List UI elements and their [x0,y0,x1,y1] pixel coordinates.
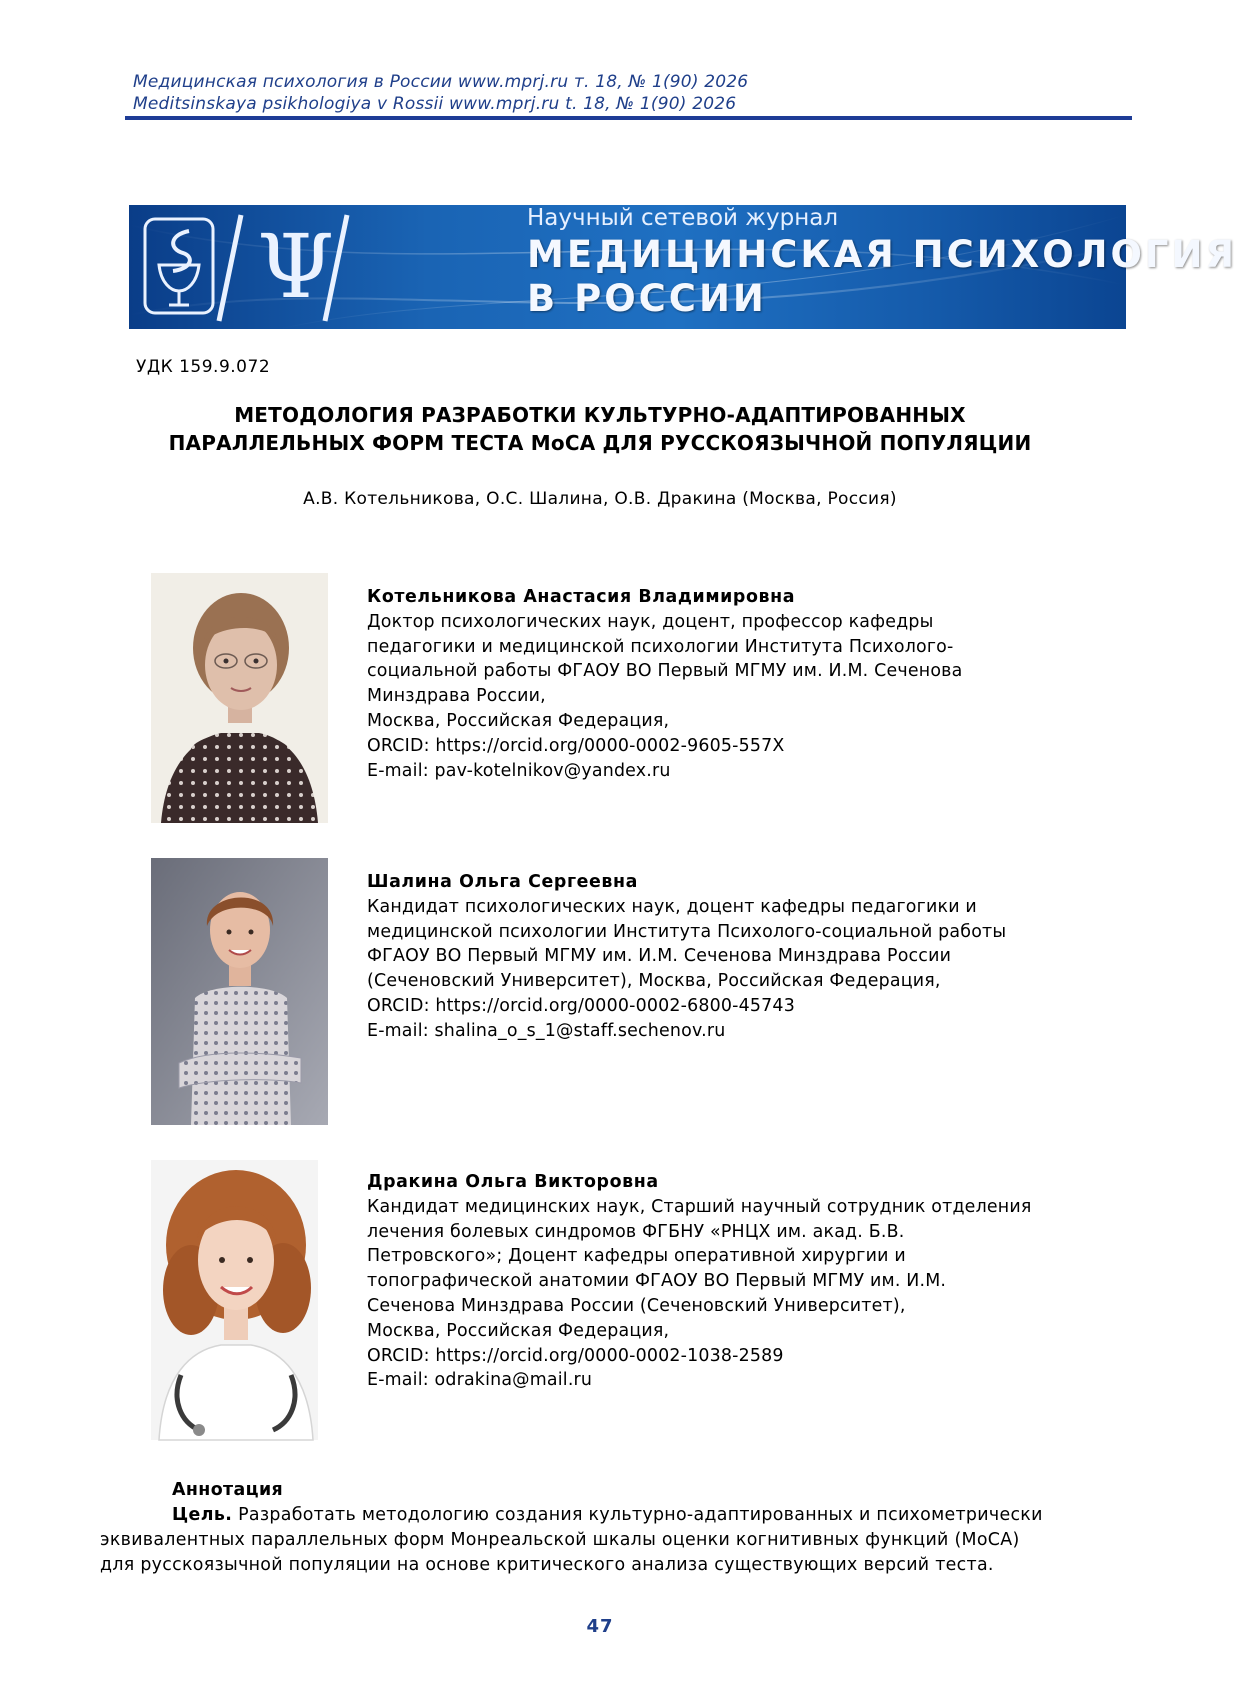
author-card-kotelnikova [367,585,962,783]
abstract-text-line: для русскоязычной популяции на основе критического анализа существующих версий теста. [100,1555,994,1575]
hygieia-emblem-icon [145,219,213,313]
author-photo-kotelnikova [151,573,328,823]
author-bio-line: топографической анатомии ФГАОУ ВО Первый МГМУ им. И.М. [367,1271,947,1292]
author-bio-line: Кандидат психологических наук, доцент кафедры педагогики и [367,896,977,917]
author-bio-line: Москва, Российская Федерация, [367,1320,670,1341]
article-title-line2: ПАРАЛЛЕЛЬНЫХ ФОРМ ТЕСТА МоСА ДЛЯ РУССКОЯЗЫЧНОЙ ПОПУЛЯЦИИ [168,431,1032,455]
journal-header-line-translit: Meditsinskaya psikhologiya v Rossii www.mprj.ru t. 18, № 1(90) 2026 [133,94,737,114]
author-card-drakina [367,1170,1032,1393]
author-orcid[interactable]: ORCID: https://orcid.org/0000-0002-9605-557X [367,735,785,756]
article-title-line1: МЕТОДОЛОГИЯ РАЗРАБОТКИ КУЛЬТУРНО-АДАПТИРОВАННЫХ [234,403,966,427]
author-email[interactable]: E-mail: pav-kotelnikov@yandex.ru [367,760,671,781]
banner-title-line2: В РОССИИ [527,277,767,320]
banner-title-line1: МЕДИЦИНСКАЯ ПСИХОЛОГИЯ [527,233,1237,276]
author-orcid[interactable]: ORCID: https://orcid.org/0000-0002-6800-45743 [367,995,795,1016]
author-name: Дракина Ольга Викторовна [367,1172,659,1192]
divider-slash [219,215,241,321]
author-photo-drakina [151,1160,318,1440]
authors-line: А.В. Котельникова, О.С. Шалина, О.В. Дракина (Москва, Россия) [303,489,897,509]
udk-code: УДК 159.9.072 [136,357,271,377]
author-email[interactable]: E-mail: odrakina@mail.ru [367,1370,593,1391]
author-name: Котельникова Анастасия Владимировна [367,587,796,607]
page-number: 47 [586,1616,614,1637]
author-card-shalina [367,870,1006,1044]
journal-header-line-ru: Медицинская психология в России www.mprj.ru т. 18, № 1(90) 2026 [133,72,749,92]
author-email[interactable]: E-mail: shalina_o_s_1@staff.sechenov.ru [367,1020,726,1041]
author-bio-line: ФГАОУ ВО Первый МГМУ им. И.М. Сеченова Минздрава России [367,946,952,967]
author-bio-line: лечения болевых синдромов ФГБНУ «РНЦХ им. акад. Б.В. [367,1221,905,1242]
abstract-goal-line [172,1505,1043,1525]
journal-banner [129,205,1237,329]
author-name: Шалина Ольга Сергеевна [367,872,638,892]
author-orcid[interactable]: ORCID: https://orcid.org/0000-0002-1038-2589 [367,1345,784,1366]
abstract-goal-label: Цель. [172,1505,233,1525]
author-bio-line: Сеченова Минздрава России (Сеченовский Университет), [367,1295,906,1316]
header-rule [125,116,1132,120]
author-bio-line: социальной работы ФГАОУ ВО Первый МГМУ им. И.М. Сеченова [367,661,963,682]
author-bio-line: Москва, Российская Федерация, [367,710,670,731]
author-bio-line: медицинской психологии Института Психолого-социальной работы [367,921,1007,942]
psi-icon: Ψ [257,215,335,318]
author-bio-line: Доктор психологических наук, доцент, профессор кафедры [367,611,934,632]
abstract-heading: Аннотация [172,1480,284,1500]
abstract-text-line: Разработать методологию создания культурно-адаптированных и психометрически [238,1505,1043,1525]
author-bio-line: Минздрава России, [367,686,546,707]
author-photo-shalina [151,858,328,1125]
author-bio-line: Петровского»; Доцент кафедры оперативной хирургии и [367,1246,906,1267]
author-bio-line: (Сеченовский Университет), Москва, Российская Федерация, [367,971,941,992]
author-bio-line: педагогики и медицинской психологии Института Психолого- [367,636,954,657]
author-bio-line: Кандидат медицинских наук, Старший научный сотрудник отделения [367,1196,1032,1217]
abstract-text-line: эквивалентных параллельных форм Монреальской шкалы оценки когнитивных функций (МоСА) [100,1530,1020,1550]
banner-subtitle: Научный сетевой журнал [527,205,839,231]
